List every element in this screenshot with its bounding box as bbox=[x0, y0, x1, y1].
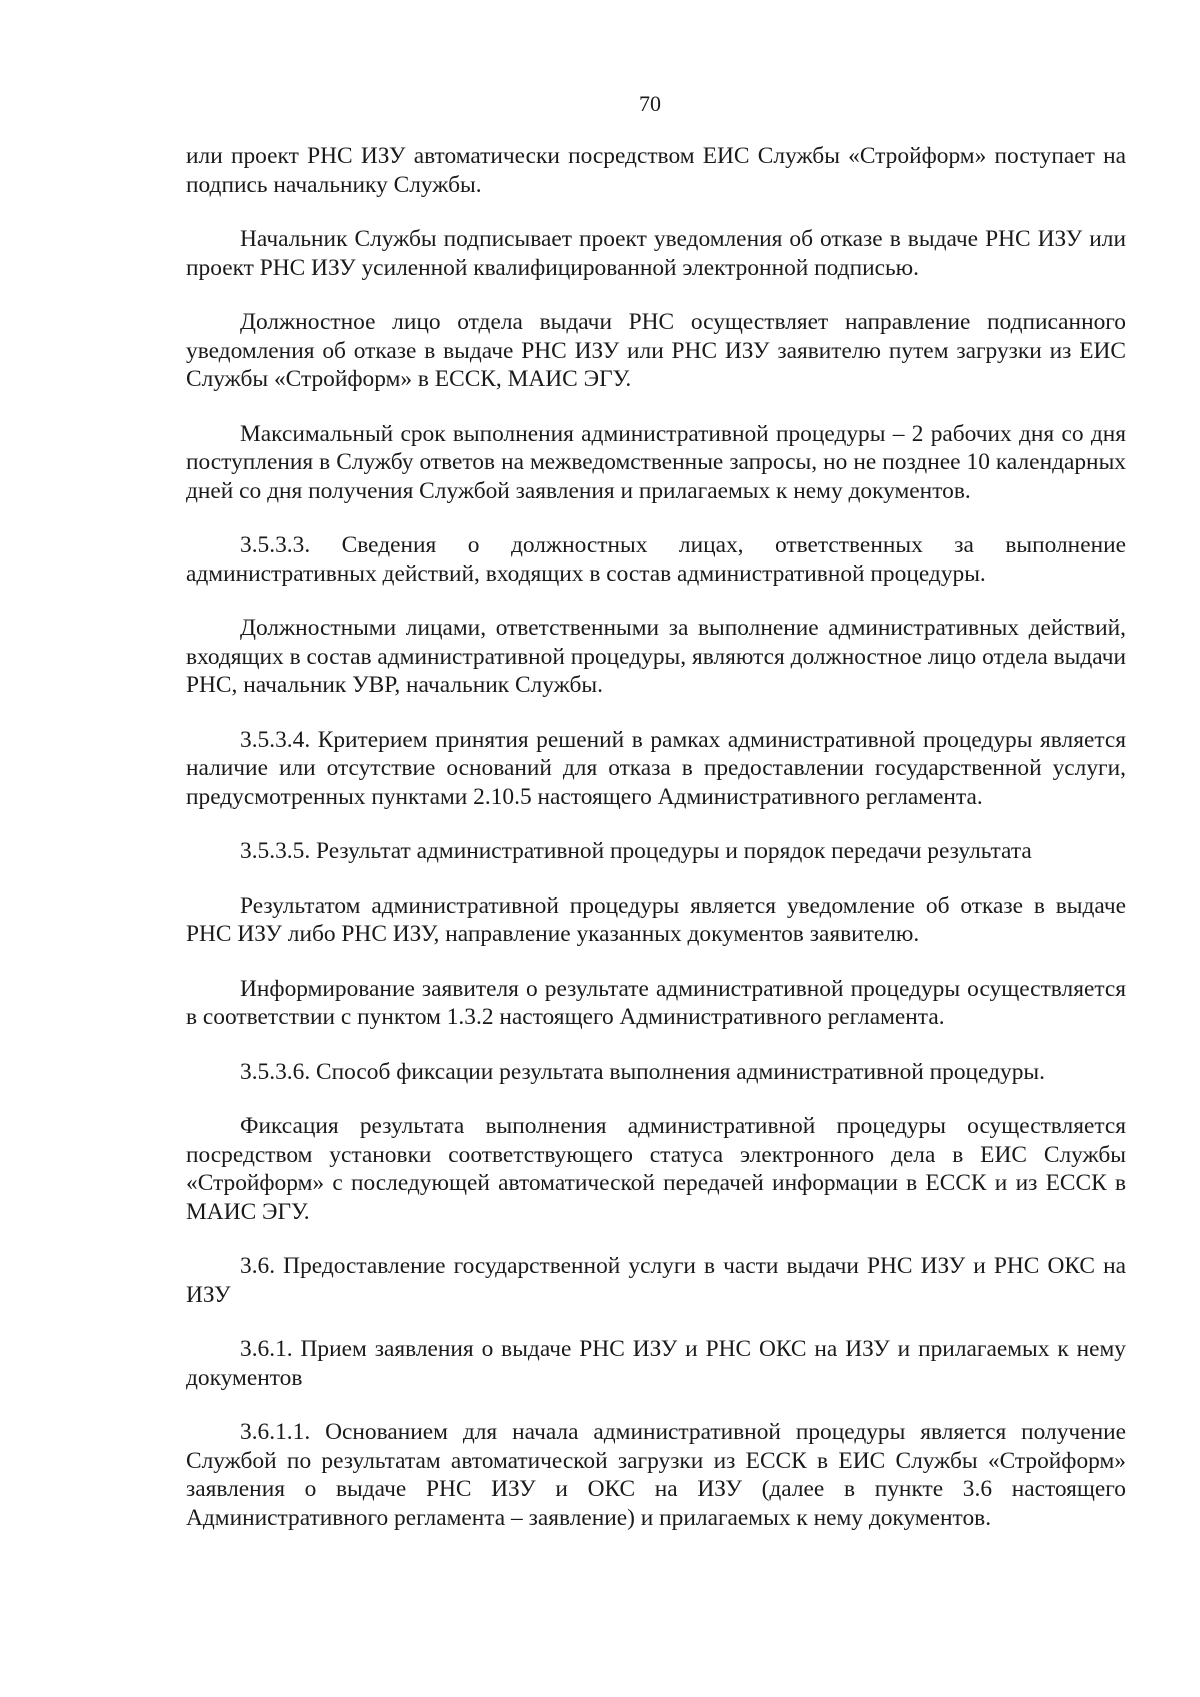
section-heading: 3.6.1.1. Основанием для начала административной процедуры является получение Службой по результатам автоматической загрузки из ЕССК в ЕИС Службы «Стройформ» заявления о выдаче РНС ИЗУ и ОКС на ИЗУ (далее в пункте 3.6 настоящего Административного регламента – заявление) и прилагаемых к нему документов. bbox=[186, 1419, 1126, 1531]
section-heading: 3.6. Предоставление государственной услуги в части выдачи РНС ИЗУ и РНС ОКС на ИЗУ bbox=[186, 1253, 1126, 1308]
document-body bbox=[186, 142, 1126, 1558]
paragraph: Результатом административной процедуры является уведомление об отказе в выдаче РНС ИЗУ либо РНС ИЗУ, направление указанных документов заявителю. bbox=[186, 892, 1126, 947]
paragraph: Начальник Службы подписывает проект уведомления об отказе в выдаче РНС ИЗУ или проект РНС ИЗУ усиленной квалифицированной электронной подписью. bbox=[186, 226, 1126, 281]
paragraph: Должностное лицо отдела выдачи РНС осуществляет направление подписанного уведомления об отказе в выдаче РНС ИЗУ или РНС ИЗУ заявителю путем загрузки из ЕИС Службы «Стройформ» в ЕССК, МАИС ЭГУ. bbox=[186, 309, 1126, 392]
page-number: 70 bbox=[639, 91, 661, 116]
section-heading: 3.6.1. Прием заявления о выдаче РНС ИЗУ и РНС ОКС на ИЗУ и прилагаемых к нему документов bbox=[186, 1336, 1126, 1391]
paragraph: Фиксация результата выполнения административной процедуры осуществляется посредством установки соответствующего статуса электронного дела в ЕИС Службы «Стройформ» с последующей автоматической передачей информации в ЕССК и из ЕССК в МАИС ЭГУ. bbox=[186, 1113, 1126, 1225]
paragraph: Максимальный срок выполнения административной процедуры – 2 рабочих дня со дня поступления в Службу ответов на межведомственные запросы, но не позднее 10 календарных дней со дня получения Службой заявления и прилагаемых к нему документов. bbox=[186, 420, 1126, 504]
paragraph: или проект РНС ИЗУ автоматически посредством ЕИС Службы «Стройформ» поступает на подпись начальнику Службы. bbox=[186, 143, 1126, 198]
paragraph: Должностными лицами, ответственными за выполнение административных действий, входящих в состав административной процедуры, являются должностное лицо отдела выдачи РНС, начальник УВР, начальник Службы. bbox=[186, 615, 1126, 698]
section-heading: 3.5.3.4. Критерием принятия решений в рамках административной процедуры является наличие или отсутствие оснований для отказа в предоставлении государственной услуги, предусмотренных пунктами 2.10.5 настоящего Административного регламента. bbox=[186, 726, 1126, 810]
section-heading: 3.5.3.6. Способ фиксации результата выполнения административной процедуры. bbox=[240, 1058, 1045, 1085]
section-heading: 3.5.3.3. Сведения о должностных лицах, ответственных за выполнение административных действий, входящих в состав административной процедуры. bbox=[186, 532, 1126, 587]
paragraph: Информирование заявителя о результате административной процедуры осуществляется в соответствии с пунктом 1.3.2 настоящего Административного регламента. bbox=[186, 975, 1126, 1030]
section-heading: 3.5.3.5. Результат административной процедуры и порядок передачи результата bbox=[240, 838, 1032, 864]
